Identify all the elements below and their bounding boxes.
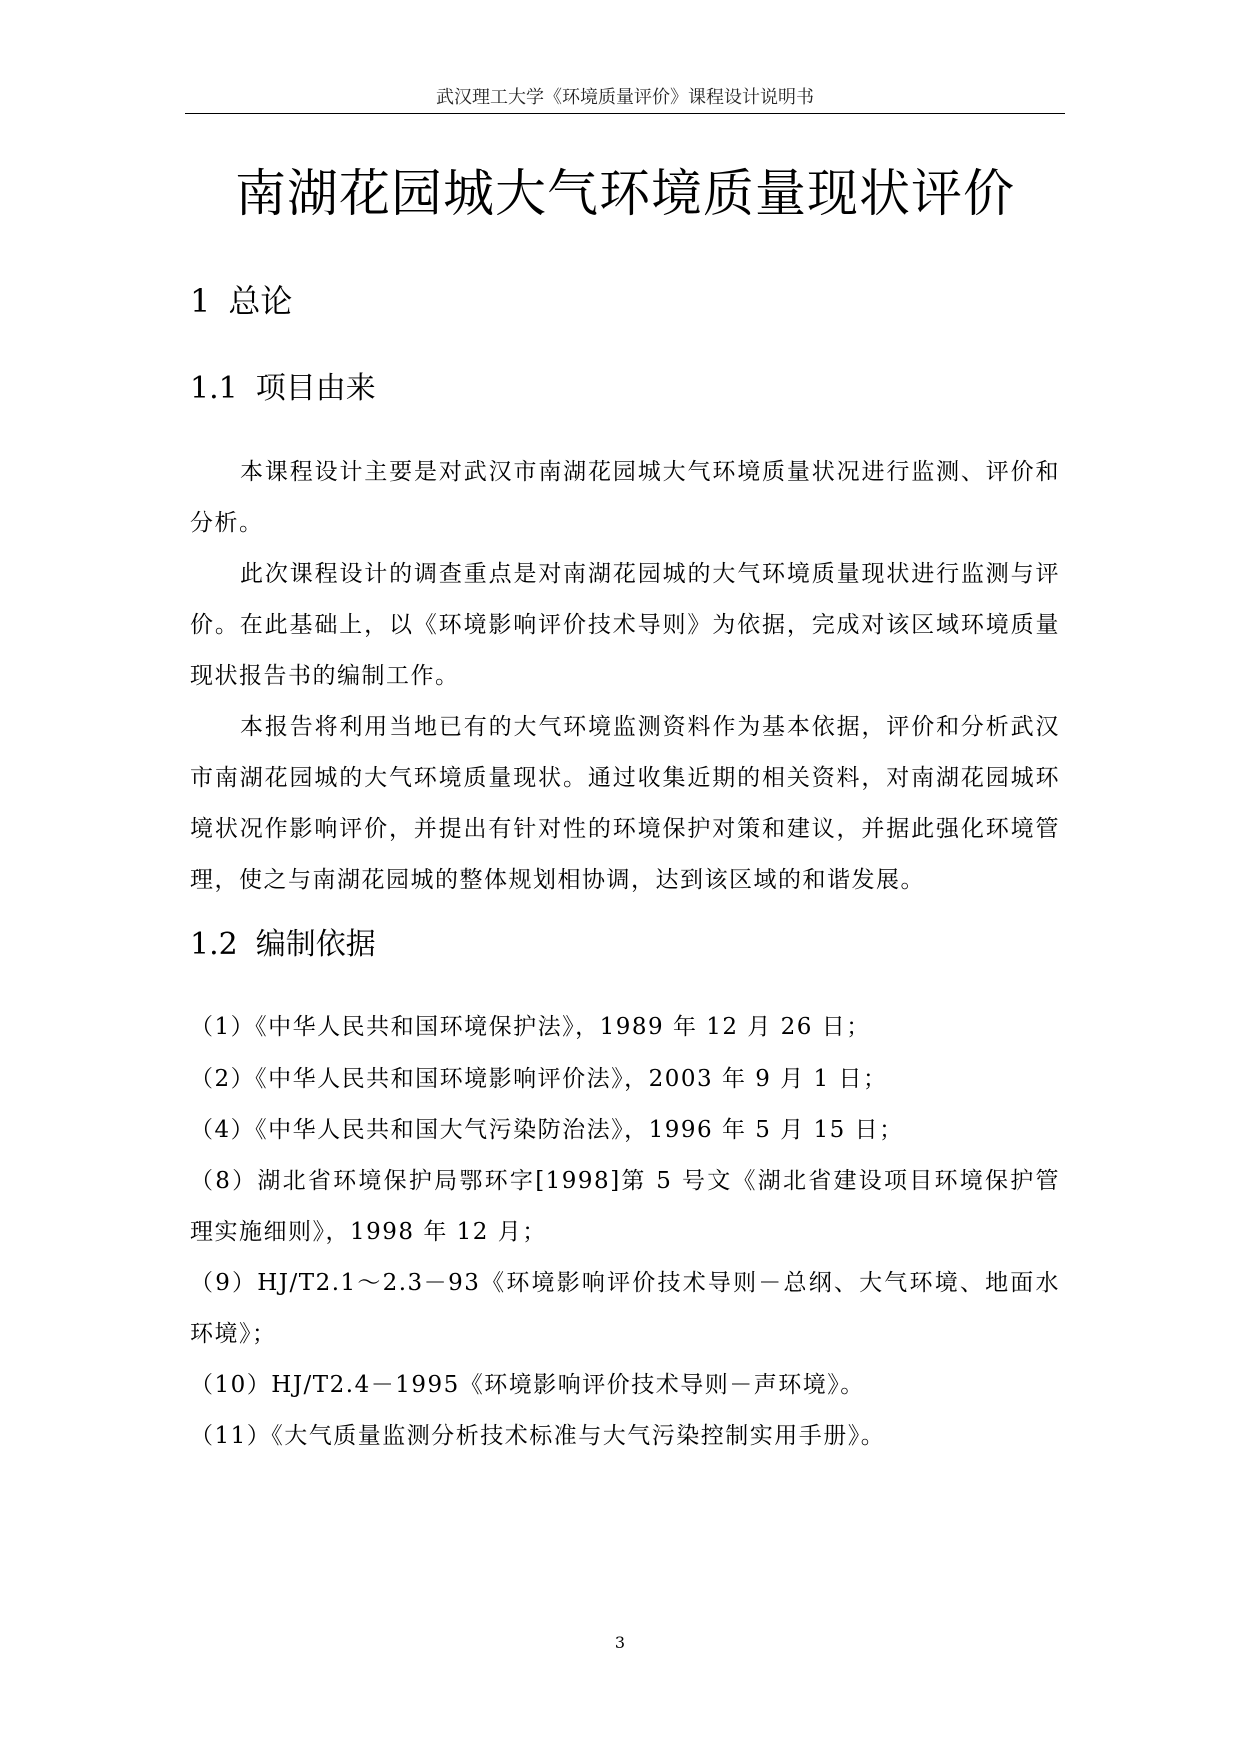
section-1-heading	[190, 279, 292, 323]
reference-item: （11）《大气质量监测分析技术标准与大气污染控制实用手册》。	[190, 1423, 886, 1449]
section-1-title: 总论	[228, 282, 293, 320]
running-header: 武汉理工大学《环境质量评价》课程设计说明书	[436, 87, 814, 108]
reference-item: （1）《中华人民共和国环境保护法》，1989 年 12 月 26 日；	[190, 1014, 871, 1040]
paragraph-3: 本报告将利用当地已有的大气环境监测资料作为基本依据，评价和分析武汉市南湖花园城的大气环境质量现状。通过收集近期的相关资料，对南湖花园城环境状况作影响评价，并提出有针对性的环境保护对策和建议，并据此强化环境管理，使之与南湖花园城的整体规划相协调，达到该区域的和谐发展。	[190, 714, 1060, 893]
page-number: 3	[614, 1633, 626, 1652]
section-1-2-heading	[190, 924, 376, 966]
paragraph-2: 此次课程设计的调查重点是对南湖花园城的大气环境质量现状进行监测与评价。在此基础上，以《环境影响评价技术导则》为依据，完成对该区域环境质量现状报告书的编制工作。	[190, 561, 1060, 689]
reference-item: （2）《中华人民共和国环境影响评价法》，2003 年 9 月 1 日；	[190, 1066, 888, 1092]
section-1-number: 1	[190, 282, 211, 320]
section-1-1-heading	[190, 368, 376, 410]
reference-item: （9）HJ/T2.1～2.3－93《环境影响评价技术导则－总纲、大气环境、地面水环境》；	[190, 1270, 1060, 1347]
paragraph-1: 本课程设计主要是对武汉市南湖花园城大气环境质量状况进行监测、评价和分析。	[190, 459, 1060, 536]
reference-item: （4）《中华人民共和国大气污染防治法》，1996 年 5 月 15 日；	[190, 1117, 904, 1143]
document-title: 南湖花园城大气环境质量现状评价	[234, 165, 1015, 224]
reference-item: （8）湖北省环境保护局鄂环字[1998]第 5 号文《湖北省建设项目环境保护管理实施细则》，1998 年 12 月；	[190, 1168, 1060, 1245]
section-1-1-number: 1.1	[190, 371, 238, 406]
section-1-1-title: 项目由来	[255, 371, 376, 406]
header-rule	[185, 113, 1065, 114]
section-1-2-title: 编制依据	[255, 927, 376, 962]
reference-item: （10）HJ/T2.4－1995《环境影响评价技术导则－声环境》。	[190, 1372, 865, 1398]
section-1-2-number: 1.2	[190, 927, 238, 962]
